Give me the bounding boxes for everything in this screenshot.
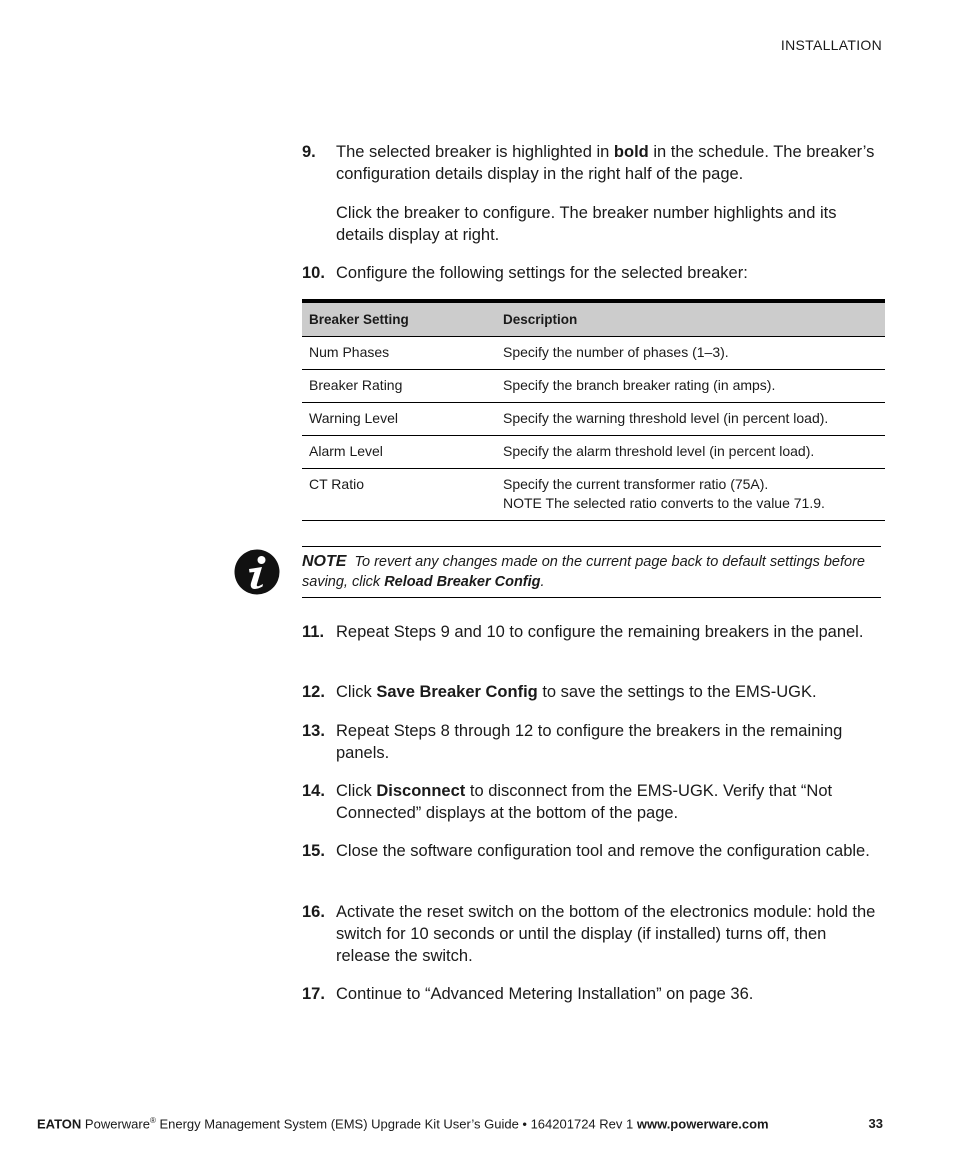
setting-cell: Breaker Rating <box>302 370 496 403</box>
footer-product: Powerware <box>81 1116 150 1132</box>
note-label: NOTE <box>302 553 347 570</box>
step-11 <box>302 621 882 643</box>
bold-term: Save Breaker Config <box>376 683 538 701</box>
step-text: Continue to “Advanced Metering Installation” on page 36. <box>336 985 754 1003</box>
description-cell: Specify the branch breaker rating (in amps). <box>496 370 885 403</box>
step-9 <box>302 141 882 246</box>
page-footer <box>37 1116 883 1131</box>
step-number: 15. <box>302 842 325 860</box>
step-number: 16. <box>302 903 325 921</box>
step-number: 12. <box>302 683 325 701</box>
step-15 <box>302 840 882 862</box>
registered-mark: ® <box>149 1116 156 1125</box>
step-12 <box>302 681 882 703</box>
step-text: Repeat Steps 9 and 10 to configure the remaining breakers in the panel. <box>336 623 864 641</box>
step-text: Configure the following settings for the selected breaker: <box>336 264 748 282</box>
text-run: Click <box>336 782 377 800</box>
step-text <box>336 141 882 185</box>
footer-title: Energy Management System (EMS) Upgrade Kit User’s Guide • 164201724 Rev 1 <box>155 1116 637 1132</box>
info-icon <box>234 549 280 595</box>
step-text: Click the breaker to configure. The breaker number highlights and its details display at right. <box>336 204 837 244</box>
step-text: Activate the reset switch on the bottom of the electronics module: hold the switch for 10 seconds or until the display (if installed) turns off, then release the switch. <box>336 903 876 965</box>
step-text: Close the software configuration tool and remove the configuration cable. <box>336 842 870 860</box>
footer-url: www.powerware.com <box>636 1116 769 1132</box>
step-13 <box>302 720 882 764</box>
step-number: 14. <box>302 782 325 800</box>
setting-cell: Alarm Level <box>302 436 496 469</box>
step-10 <box>302 262 882 284</box>
table-row <box>302 403 885 436</box>
section-header: INSTALLATION <box>780 37 882 53</box>
table-header-row <box>302 301 885 337</box>
note-box <box>302 546 881 598</box>
setting-cell: Num Phases <box>302 337 496 370</box>
bold-term: Disconnect <box>376 782 466 800</box>
setting-cell: CT Ratio <box>302 469 496 521</box>
step-17 <box>302 983 882 1005</box>
note-text: To revert any changes made on the current page back to default settings before saving, click <box>302 554 865 590</box>
table-row <box>302 436 885 469</box>
text-run: to save the settings to the EMS-UGK. <box>537 683 817 701</box>
step-number: 11. <box>302 623 325 641</box>
step-text <box>336 681 882 703</box>
table-row <box>302 469 885 521</box>
setting-cell: Warning Level <box>302 403 496 436</box>
breaker-settings-table <box>302 299 885 521</box>
bold-term: bold <box>613 143 649 161</box>
text-run: in the schedule. The breaker’s configuration details display in the right half of the page. <box>336 143 875 183</box>
description-text: Specify the current transformer ratio (75A). <box>503 476 769 492</box>
step-text <box>336 780 882 824</box>
text-run: Click <box>336 683 377 701</box>
step-number: 17. <box>302 985 325 1003</box>
note-emphasis: Reload Breaker Config <box>384 574 541 590</box>
footer-brand: EATON <box>37 1116 82 1132</box>
note-text-end: . <box>540 574 545 590</box>
table-row <box>302 337 885 370</box>
description-cell: Specify the warning threshold level (in percent load). <box>496 403 885 436</box>
step-text: Repeat Steps 8 through 12 to configure the breakers in the remaining panels. <box>336 722 843 762</box>
text-run: The selected breaker is highlighted in <box>336 143 614 161</box>
step-number: 13. <box>302 722 325 740</box>
step-number: 10. <box>302 264 325 282</box>
description-cell: Specify the number of phases (1–3). <box>496 337 885 370</box>
description-cell <box>496 469 885 521</box>
step-16 <box>302 901 882 967</box>
page-number: 33 <box>868 1116 883 1131</box>
text-run: to disconnect from the EMS-UGK. Verify that “Not Connected” displays at the bottom of the page. <box>336 782 833 822</box>
column-header: Description <box>496 301 885 337</box>
step-number: 9. <box>302 143 316 161</box>
step-14 <box>302 780 882 824</box>
table-row <box>302 370 885 403</box>
column-header: Breaker Setting <box>302 301 496 337</box>
description-cell: Specify the alarm threshold level (in percent load). <box>496 436 885 469</box>
description-note: NOTE The selected ratio converts to the value 71.9. <box>503 495 825 511</box>
